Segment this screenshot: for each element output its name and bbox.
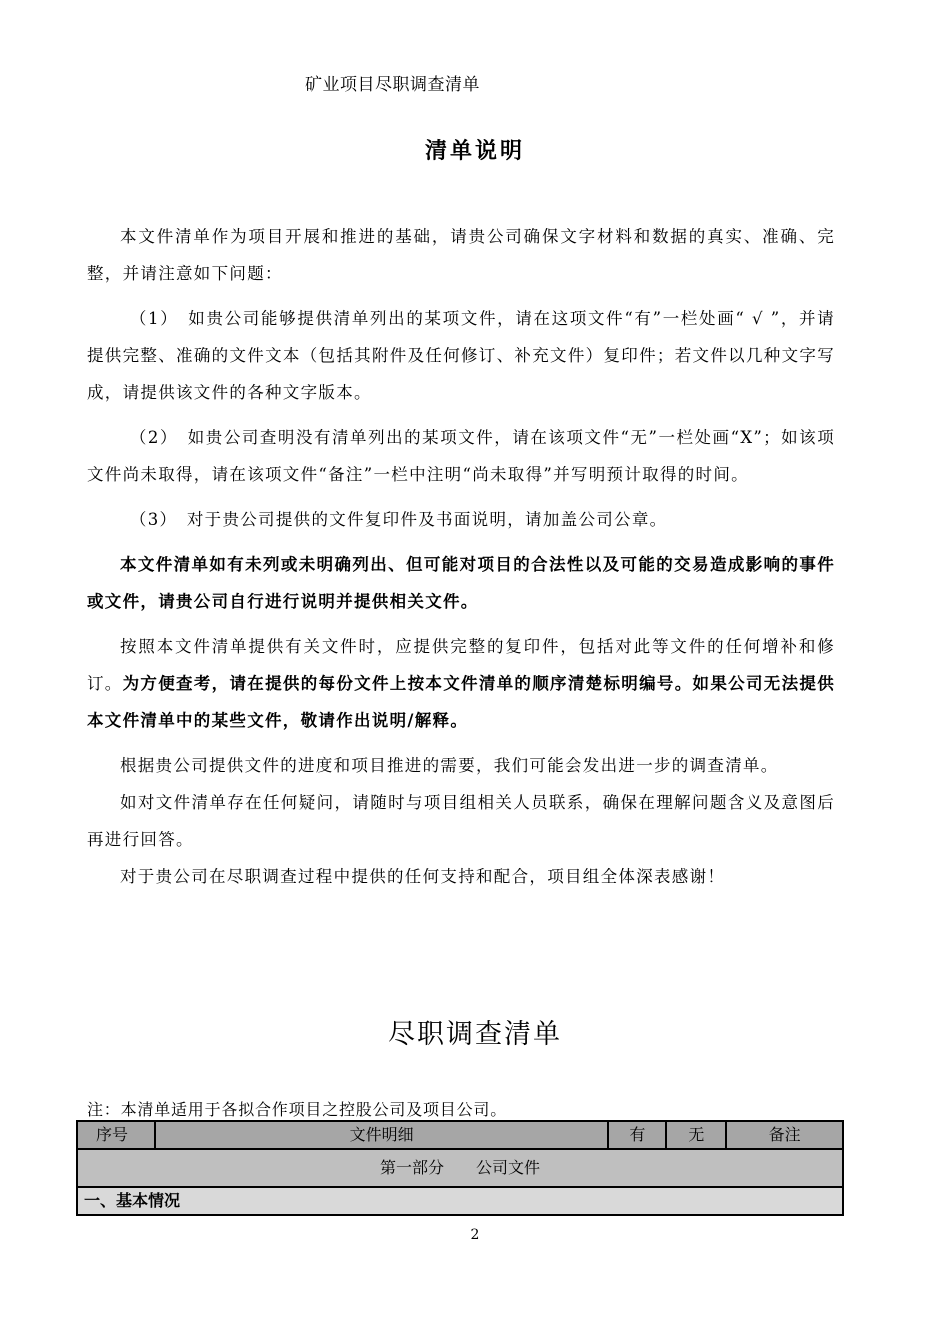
table-subsection-row bbox=[77, 1187, 843, 1215]
header-seq: 序号 bbox=[77, 1121, 155, 1149]
instructions-body bbox=[87, 218, 835, 895]
paragraph-item-2: （2） 如贵公司查明没有清单列出的某项文件，请在该项文件“无”一栏处画“X”；如该项文件尚未取得，请在该项文件“备注”一栏中注明“尚未取得”并写明预计取得的时间。 bbox=[87, 428, 835, 484]
paragraph-questions: 如对文件清单存在任何疑问，请随时与项目组相关人员联系，确保在理解问题含义及意图后再进行回答。 bbox=[87, 793, 835, 849]
part-1-label: 第一部分 公司文件 bbox=[77, 1149, 843, 1187]
paragraph-copies bbox=[87, 628, 835, 739]
page-number: 2 bbox=[470, 1227, 480, 1243]
table-header-row bbox=[77, 1121, 843, 1149]
paragraph-item-1: （1） 如贵公司能够提供清单列出的某项文件，请在这项文件“有”一栏处画“ √ ”，并请提供完整、准确的文件文本（包括其附件及任何修订、补充文件）复印件；若文件以几种文字写成，请提供该文件的各种文字版本。 bbox=[87, 309, 835, 402]
subsection-1-label: 一、基本情况 bbox=[77, 1187, 843, 1215]
header-remarks: 备注 bbox=[726, 1121, 843, 1149]
section-title-instructions: 清单说明 bbox=[424, 138, 525, 164]
paragraph-bold-notice: 本文件清单如有未列或未明确列出、但可能对项目的合法性以及可能的交易造成影响的事件或文件，请贵公司自行进行说明并提供相关文件。 bbox=[87, 555, 835, 611]
header-none: 无 bbox=[666, 1121, 726, 1149]
checklist-note: 注：本清单适用于各拟合作项目之控股公司及项目公司。 bbox=[87, 1100, 508, 1119]
checklist-table bbox=[76, 1120, 844, 1216]
section-title-checklist: 尽职调查清单 bbox=[388, 1019, 562, 1050]
table-part-row bbox=[77, 1149, 843, 1187]
header-detail: 文件明细 bbox=[155, 1121, 609, 1149]
paragraph-copies-plain: 按照本文件清单提供有关文件时，应提供完整的复印件，包括对此等文件的任何增补和修订。 bbox=[87, 637, 835, 693]
paragraph-further: 根据贵公司提供文件的进度和项目推进的需要，我们可能会发出进一步的调查清单。 bbox=[120, 756, 779, 775]
document-header-title: 矿业项目尽职调查清单 bbox=[305, 75, 480, 95]
header-has: 有 bbox=[608, 1121, 666, 1149]
paragraph-thanks: 对于贵公司在尽职调查过程中提供的任何支持和配合，项目组全体深表感谢！ bbox=[120, 867, 726, 886]
paragraph-copies-bold: 为方便查考，请在提供的每份文件上按本文件清单的顺序清楚标明编号。如果公司无法提供本文件清单中的某些文件，敬请作出说明/解释。 bbox=[87, 674, 835, 730]
paragraph-item-3: （3） 对于贵公司提供的文件复印件及书面说明，请加盖公司公章。 bbox=[129, 510, 668, 529]
paragraph-intro: 本文件清单作为项目开展和推进的基础，请贵公司确保文字材料和数据的真实、准确、完整，并请注意如下问题： bbox=[87, 227, 835, 283]
